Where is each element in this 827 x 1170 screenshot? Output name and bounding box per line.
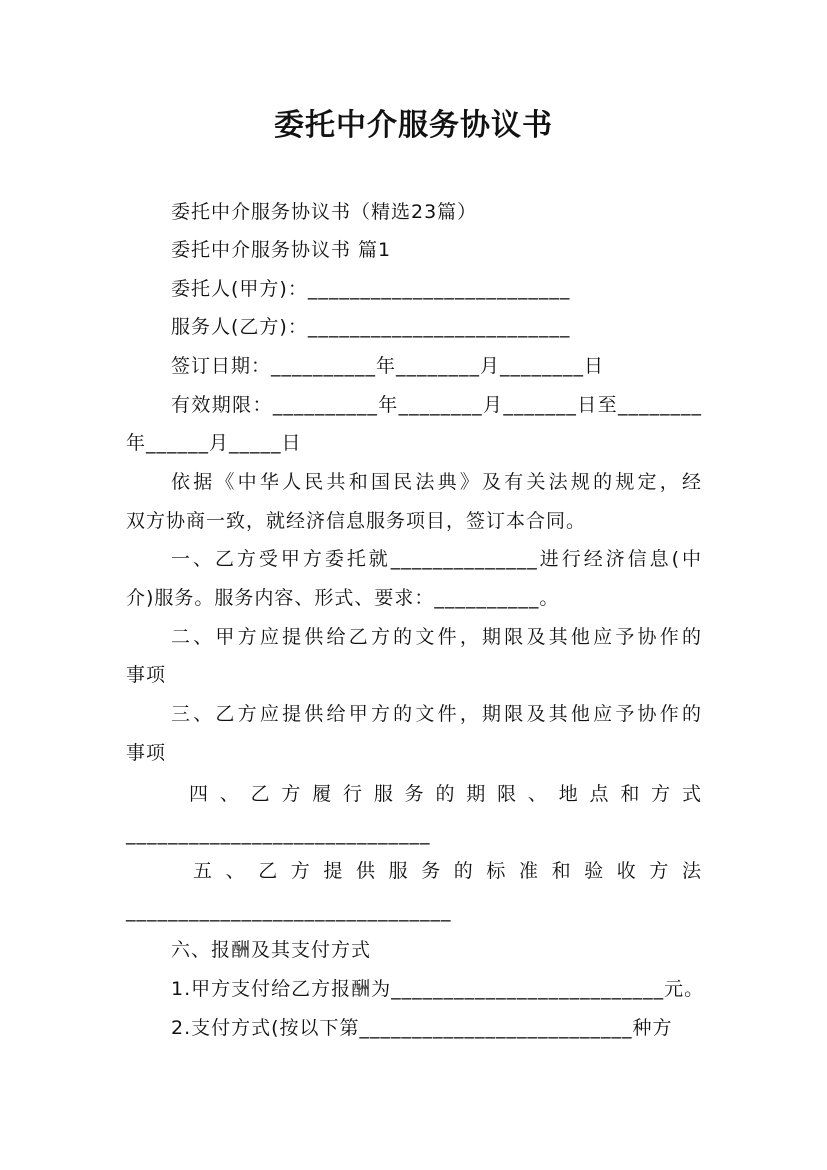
clause-6-item-1: 1.甲方支付给乙方报酬为__________________________元。 [171, 978, 705, 1000]
clause-4-blank: _____________________________ [126, 823, 431, 845]
clause-2-line: 二、甲方应提供给乙方的文件，期限及其他应予协作的 [171, 626, 702, 648]
validity-period-line: 有效期限：__________年________月_______日至________ [171, 394, 702, 416]
party-b-line: 服务人(乙方)：_________________________ [171, 316, 571, 338]
validity-period-end-line: 年______月_____日 [126, 432, 302, 454]
clause-4-line: 四、乙方履行服务的期限、地点和方式 [189, 783, 702, 805]
paragraph-line: 依据《中华人民共和国民法典》及有关法规的规定，经 [171, 471, 702, 493]
clause-5-line: 五、乙方提供服务的标准和验收方法 [193, 860, 702, 882]
paragraph-line: 双方协商一致，就经济信息服务项目，签订本合同。 [126, 510, 587, 532]
clause-3-line: 事项 [126, 742, 167, 764]
clause-6-heading: 六、报酬及其支付方式 [171, 939, 372, 961]
party-a-line: 委托人(甲方)：_________________________ [171, 278, 571, 300]
clause-1-line: 介)服务。服务内容、形式、要求：__________。 [126, 587, 560, 609]
clause-1-line: 一、乙方受甲方委托就______________进行经济信息(中 [171, 548, 702, 570]
clause-2-line: 事项 [126, 664, 167, 686]
subtitle: 委托中介服务协议书（精选23篇） [171, 201, 478, 223]
section-heading: 委托中介服务协议书 篇1 [171, 239, 392, 261]
clause-5-blank: _______________________________ [126, 900, 452, 922]
clause-6-item-2: 2.支付方式(按以下第__________________________种方 [171, 1017, 673, 1039]
clause-3-line: 三、乙方应提供给甲方的文件，期限及其他应予协作的 [171, 703, 702, 725]
document-title: 委托中介服务协议书 [274, 108, 553, 143]
signing-date-line: 签订日期：__________年________月________日 [171, 355, 605, 377]
